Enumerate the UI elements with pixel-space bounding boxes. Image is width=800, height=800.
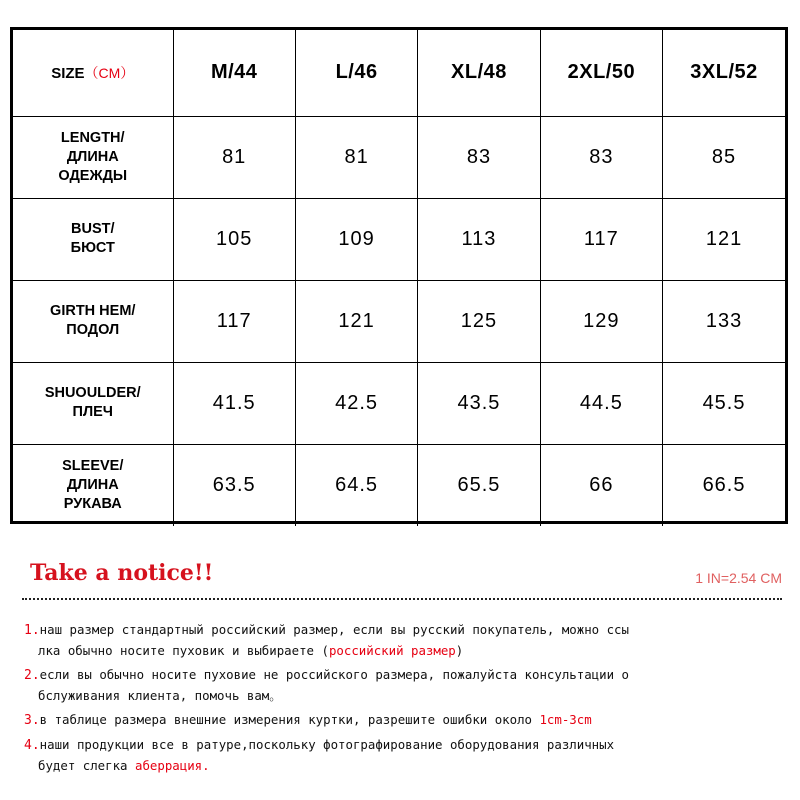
note-highlight: аберрация.	[134, 758, 210, 773]
table-cell: 121	[663, 198, 785, 280]
note-number: 4.	[24, 738, 40, 753]
notes-list	[24, 620, 792, 780]
note-highlight: российский размер	[328, 643, 456, 658]
size-header-cell	[13, 30, 173, 116]
size-column-header: XL/48	[418, 30, 540, 116]
size-column-header: 3XL/52	[663, 30, 785, 116]
note-text: наши продукции все в ратуре,поскольку фотографирование оборудования различных	[39, 737, 615, 752]
table-cell: 42.5	[295, 362, 417, 444]
row-label-line: БЮСТ	[70, 240, 115, 256]
note-text: лка обычно носите пуховик и выбираете (	[38, 643, 329, 658]
table-cell: 109	[295, 198, 417, 280]
table-row	[13, 444, 785, 526]
table-cell: 129	[540, 280, 662, 362]
table-header-row	[13, 30, 785, 116]
table-row	[13, 116, 785, 198]
row-label-line: SLEEVE/	[62, 457, 124, 474]
note-highlight: 1cm-3cm	[539, 712, 592, 727]
note-text: )	[455, 643, 464, 658]
table-cell: 81	[173, 116, 295, 198]
row-label-line: РУКАВА	[63, 495, 122, 512]
size-table	[13, 30, 785, 526]
row-label-line: SHUOULDER/	[44, 385, 141, 401]
table-row	[13, 198, 785, 280]
table-cell: 41.5	[173, 362, 295, 444]
row-label-line: ДЛИНА	[66, 148, 119, 165]
note-number: 1.	[24, 623, 40, 638]
unit-conversion: 1 IN=2.54 CM	[695, 570, 782, 586]
table-cell: 117	[540, 198, 662, 280]
row-label-line: ПОДОЛ	[66, 322, 120, 338]
table-cell: 117	[173, 280, 295, 362]
table-cell: 113	[418, 198, 540, 280]
size-column-header: 2XL/50	[540, 30, 662, 116]
table-cell: 105	[173, 198, 295, 280]
size-column-header: M/44	[173, 30, 295, 116]
table-cell: 85	[663, 116, 785, 198]
row-label-line: ПЛЕЧ	[72, 404, 113, 420]
note-item	[24, 665, 792, 706]
table-cell: 66	[540, 444, 662, 526]
table-cell: 83	[540, 116, 662, 198]
row-label-shoulder	[13, 362, 173, 444]
table-cell: 64.5	[295, 444, 417, 526]
note-number: 3.	[24, 713, 40, 728]
table-cell: 44.5	[540, 362, 662, 444]
note-item	[24, 710, 792, 731]
table-row	[13, 280, 785, 362]
row-label-line: BUST/	[71, 221, 115, 237]
table-cell: 83	[418, 116, 540, 198]
table-cell: 43.5	[418, 362, 540, 444]
row-label-line: ОДЕЖДЫ	[58, 167, 128, 184]
dotted-divider	[22, 598, 782, 600]
row-label-length	[13, 116, 173, 198]
table-cell: 65.5	[418, 444, 540, 526]
note-item	[24, 620, 792, 661]
note-item	[24, 735, 792, 776]
table-cell: 125	[418, 280, 540, 362]
note-line	[24, 735, 792, 756]
row-label-line: GIRTH HEM/	[50, 303, 136, 319]
table-cell: 121	[295, 280, 417, 362]
size-label: SIZE	[51, 64, 85, 82]
note-line	[24, 756, 792, 776]
note-line	[24, 665, 792, 686]
note-text: будет слегка	[38, 758, 135, 773]
note-text: наш размер стандартный российский размер, если вы русский покупатель, можно ссы	[39, 622, 629, 637]
note-line	[24, 710, 792, 731]
row-label-line: ДЛИНА	[66, 476, 119, 493]
notice-title: Take a notice!!	[30, 560, 214, 586]
note-line	[24, 686, 792, 706]
note-text: в таблице размера внешние измерения куртки, разрешите ошибки около	[39, 712, 540, 727]
note-line	[24, 641, 792, 661]
note-text: если вы обычно носите пуховие не российского размера, пожалуйста консультации о	[39, 667, 629, 682]
note-text: бслуживания клиента, помочь вам。	[38, 688, 282, 703]
table-row	[13, 362, 785, 444]
note-line	[24, 620, 792, 641]
size-chart	[10, 27, 788, 524]
row-label-girth-hem	[13, 280, 173, 362]
row-label-sleeve	[13, 444, 173, 526]
size-column-header: L/46	[295, 30, 417, 116]
table-cell: 133	[663, 280, 785, 362]
table-cell: 63.5	[173, 444, 295, 526]
row-label-line: LENGTH/	[60, 129, 125, 146]
note-number: 2.	[24, 668, 40, 683]
row-label-bust	[13, 198, 173, 280]
table-cell: 81	[295, 116, 417, 198]
size-unit: （CM）	[84, 64, 135, 81]
table-cell: 45.5	[663, 362, 785, 444]
table-cell: 66.5	[663, 444, 785, 526]
